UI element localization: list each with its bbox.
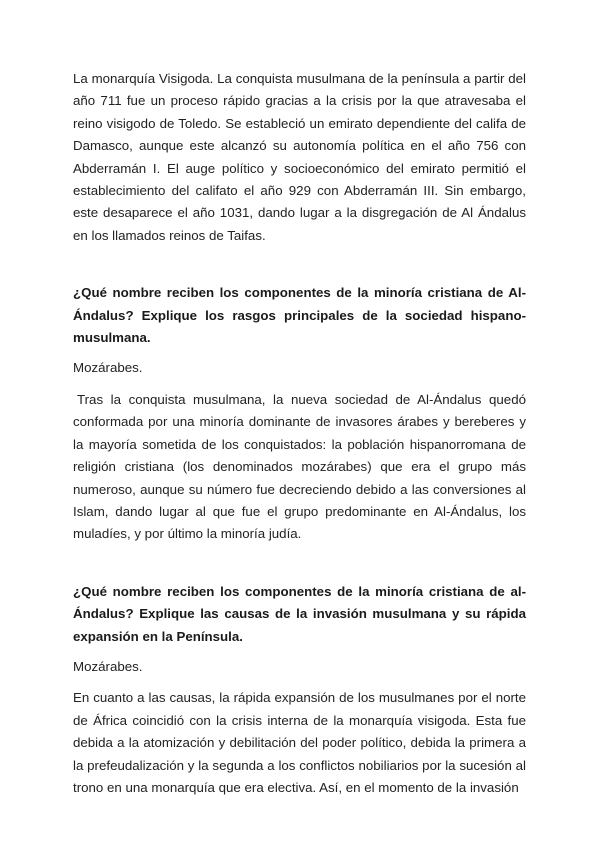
document-page xyxy=(73,68,526,799)
question-1: ¿Qué nombre reciben los componentes de la minoría cristiana de Al-Ándalus? Explique los rasgos principales de la sociedad hispano-musulmana. xyxy=(73,285,526,346)
answer-2: Mozárabes. xyxy=(73,658,143,674)
spacer xyxy=(73,247,526,282)
spacer xyxy=(73,349,526,357)
spacer xyxy=(73,648,526,656)
spacer xyxy=(73,546,526,581)
paragraph-invasion-causes: En cuanto a las causas, la rápida expansión de los musulmanes por el norte de África coincidió con la crisis interna de la monarquía visigoda. Esta fue debida a la atomización y debilitación del poder político, debida la primera a la prefeudalización y la segunda a los conflictos nobiliarios por la sucesión al trono en una monarquía que era electiva. Así, en el momento de la invasión xyxy=(73,690,526,795)
answer-1: Mozárabes. xyxy=(73,360,143,376)
spacer xyxy=(73,380,526,389)
paragraph-hispano-muslim-society: Tras la conquista musulmana, la nueva sociedad de Al-Ándalus quedó conformada por una minoría dominante de invasores árabes y bereberes y la mayoría sometida de los conquistados: la población hispanorromana de religión cristiana (los denominados mozárabes) que era el grupo más numeroso, aunque su número fue decreciendo debido a las conversiones al Islam, dando lugar al que fue el grupo predominante en Al-Ándalus, los muladíes, y por último la minoría judía. xyxy=(73,391,526,542)
paragraph-visigoth-monarchy: La monarquía Visigoda. La conquista musulmana de la península a partir del año 711 fue un proceso rápido gracias a la crisis por la que atravesaba el reino visigodo de Toledo. Se estableció un emirato dependiente del califa de Damasco, aunque este alcanzó su autonomía política en el año 756 con Abderramán I. El auge político y socioeconómico del emirato permitió el establecimiento del califato el año 929 con Abderramán III. Sin embargo, este desaparece el año 1031, dando lugar a la disgregación de Al Ándalus en los llamados reinos de Taifas. xyxy=(73,71,526,243)
question-2: ¿Qué nombre reciben los componentes de la minoría cristiana de al-Ándalus? Explique las causas de la invasión musulmana y su rápida expansión en la Península. xyxy=(73,583,526,644)
spacer xyxy=(73,678,526,687)
